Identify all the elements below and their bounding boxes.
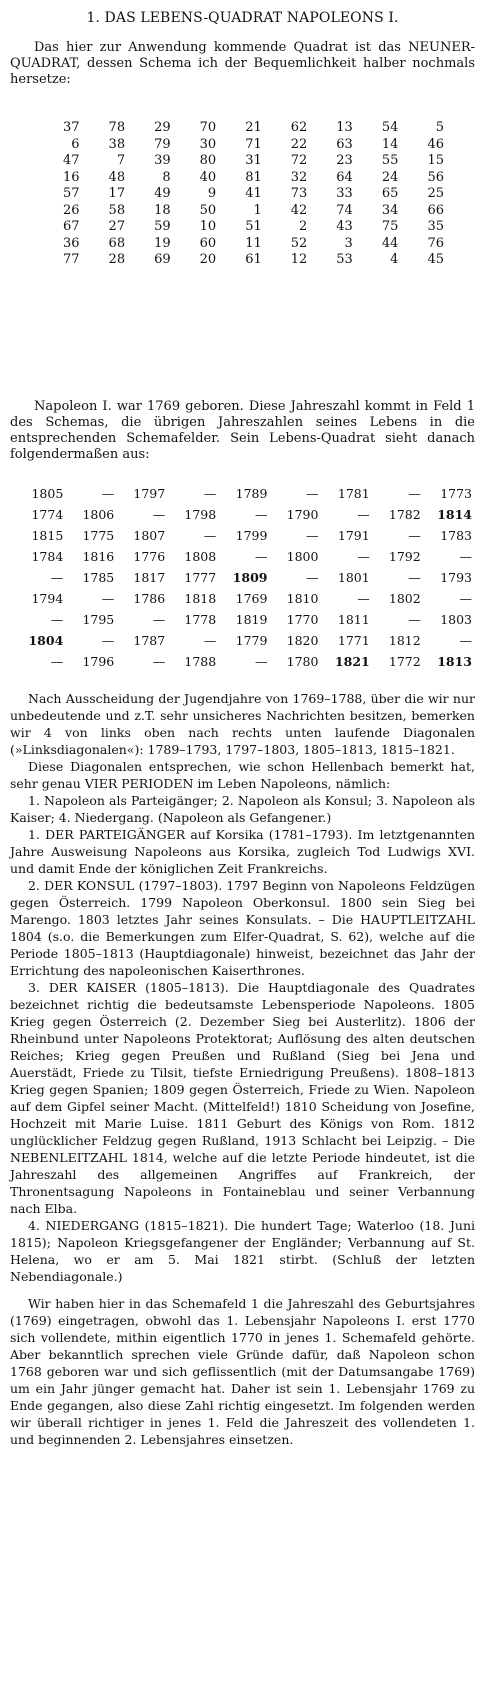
grid9-cell: 15 [427, 153, 444, 169]
life-grid-cell: — [408, 527, 421, 543]
grid9-cell: 65 [381, 186, 399, 202]
grid9-cell: 18 [154, 202, 171, 218]
grid9-row [40, 219, 450, 236]
grid9-cell: 31 [245, 153, 262, 169]
grid9-cell: 77 [63, 252, 80, 268]
life-grid-cell: 1775 [82, 527, 115, 543]
grid9-row [40, 137, 450, 154]
life-grid-cell: 1817 [133, 569, 166, 585]
life-grid-cell: 1821 [334, 653, 370, 669]
life-grid-cell: 1808 [184, 548, 217, 564]
grid9-cell: 30 [199, 136, 217, 152]
life-grid-cell: 1795 [82, 611, 115, 627]
life-grid-cell: 1777 [184, 569, 217, 585]
life-grid-row [14, 567, 474, 588]
life-grid-cell: — [101, 590, 115, 606]
life-grid-cell: — [203, 632, 217, 648]
grid9-cell: 71 [245, 136, 262, 152]
grid9-cell: 53 [336, 252, 353, 268]
lebens-quadrat-table [14, 483, 474, 672]
grid9-cell: 41 [245, 186, 262, 202]
paragraph-partisan: 1. DER PARTEIGÄNGER auf Korsika (1781–1793). Im letztgenannten Jahre Ausweisung Napoleons aus Korsika, zugleich Tod Ludwigs XVI. und damit Ende der königlichen Zeit Frankreichs. [10, 827, 475, 876]
life-grid-cell: 1782 [388, 506, 421, 522]
grid9-cell: 36 [63, 235, 80, 251]
section-title: 1. DAS LEBENS-QUADRAT NAPOLEONS I. [86, 10, 399, 26]
grid9-cell: 45 [427, 252, 444, 268]
grid9-cell: 5 [435, 120, 444, 136]
grid9-row [40, 252, 450, 269]
grid9-cell: 51 [245, 219, 262, 235]
grid9-cell: 61 [245, 252, 262, 268]
grid9-cell: 20 [199, 252, 217, 268]
grid9-cell: 69 [154, 252, 171, 268]
grid9-cell: 60 [199, 235, 217, 251]
life-grid-cell: — [305, 569, 319, 585]
life-grid-cell: 1774 [31, 506, 64, 522]
life-grid-cell: 1799 [235, 527, 268, 543]
life-grid-cell: 1793 [440, 569, 472, 585]
grid9-cell: 22 [290, 136, 308, 152]
grid9-cell: 21 [245, 120, 262, 136]
life-grid-cell: 1813 [437, 653, 472, 669]
grid9-cell: 66 [427, 202, 444, 218]
grid9-cell: 39 [154, 153, 171, 169]
life-grid-cell: 1794 [31, 590, 64, 606]
life-grid-cell: 1816 [82, 548, 115, 564]
life-grid-row [14, 651, 474, 672]
life-grid-cell: — [50, 653, 64, 669]
paragraph-decline: 4. NIEDERGANG (1815–1821). Die hundert Tage; Waterloo (18. Juni 1815); Napoleon Kriegsgefangener der Engländer; Verbannung auf St. Helena, wo er am 5. Mai 1821 stirbt. (Schluß der letzten Nebendiagonale.) [10, 1218, 475, 1284]
life-grid-cell: 1786 [133, 590, 166, 606]
grid9-cell: 4 [390, 252, 399, 268]
life-grid-cell: — [152, 611, 166, 627]
paragraph-diagonals: Nach Ausscheidung der Jugendjahre von 1769–1788, über die wir nur unbedeutende und z.T. sehr unsicheres Nachrichten besitzen, bemerken wir 4 von links oben nach rechts unten laufende Diagonalen (»Linksdiagonalen«): 1789–1793, 1797–1803, 1805–1813, 1815–1821. [10, 691, 475, 757]
life-grid-cell: — [50, 569, 64, 585]
life-grid-cell: 1788 [184, 653, 217, 669]
grid9-cell: 44 [381, 235, 399, 251]
grid9-cell: 3 [344, 235, 353, 251]
life-grid-row [14, 588, 474, 609]
life-grid-cell: — [408, 569, 421, 585]
grid9-cell: 80 [199, 153, 217, 169]
grid9-cell: 1 [253, 202, 262, 218]
life-grid-cell: 1809 [232, 569, 268, 585]
grid9-cell: 26 [63, 202, 80, 218]
paragraph-periods-list: 1. Napoleon als Parteigänger; 2. Napoleon als Konsul; 3. Napoleon als Kaiser; 4. Niedergang. (Napoleon als Gefangener.) [10, 793, 475, 825]
life-grid-cell: 1800 [286, 548, 319, 564]
life-grid-cell: 1769 [235, 590, 268, 606]
life-grid-cell: 1802 [388, 590, 421, 606]
life-grid-cell: — [305, 527, 319, 543]
grid9-cell: 24 [381, 169, 399, 185]
life-grid-cell: 1814 [437, 506, 472, 522]
life-grid-cell: 1798 [184, 506, 217, 522]
grid9-cell: 74 [336, 202, 353, 218]
life-grid-cell: — [357, 590, 370, 606]
grid9-row [40, 236, 450, 253]
grid9-cell: 32 [290, 169, 308, 185]
life-grid-cell: 1807 [133, 527, 166, 543]
grid9-cell: 75 [381, 219, 399, 235]
grid9-cell: 70 [199, 120, 217, 136]
life-grid-cell: — [152, 506, 166, 522]
paragraph-birth: Napoleon I. war 1769 geboren. Diese Jahreszahl kommt in Feld 1 des Schemas, die übrigen Jahreszahlen seines Lebens in die entsprechenden Schemafelder. Sein Lebens-Quadrat sieht danach folgendermaßen aus: [10, 399, 475, 462]
grid9-cell: 6 [71, 136, 80, 152]
life-grid-cell: 1781 [337, 485, 370, 501]
life-grid-cell: 1804 [28, 632, 64, 648]
grid9-cell: 27 [108, 219, 126, 235]
grid9-cell: 48 [108, 169, 126, 185]
life-grid-cell: — [408, 485, 421, 501]
grid9-cell: 50 [199, 202, 217, 218]
grid9-cell: 68 [108, 235, 126, 251]
grid9-cell: 54 [381, 120, 399, 136]
life-grid-cell: 1770 [286, 611, 319, 627]
grid9-cell: 16 [63, 169, 80, 185]
life-grid-cell: — [152, 653, 166, 669]
grid9-cell: 34 [381, 202, 399, 218]
grid9-cell: 29 [154, 120, 171, 136]
life-grid-cell: 1772 [388, 653, 421, 669]
grid9-cell: 67 [63, 219, 80, 235]
life-grid-cell: 1784 [31, 548, 64, 564]
grid9-cell: 8 [162, 169, 171, 185]
grid9-cell: 62 [290, 120, 308, 136]
grid9-row [40, 170, 450, 187]
life-grid-cell: 1812 [388, 632, 421, 648]
life-grid-cell: 1818 [184, 590, 217, 606]
life-grid-cell: 1792 [388, 548, 421, 564]
grid9-cell: 9 [207, 186, 217, 202]
life-grid-cell: — [101, 485, 115, 501]
grid9-cell: 11 [245, 235, 262, 251]
grid9-cell: 12 [290, 252, 308, 268]
grid9-cell: 79 [154, 136, 171, 152]
grid9-cell: 72 [290, 153, 308, 169]
life-grid-cell: — [357, 548, 370, 564]
paragraph-birth-year-note: Wir haben hier in das Schemafeld 1 die Jahreszahl des Geburtsjahres (1769) eingetragen, obwohl das 1. Lebensjahr Napoleons I. erst 1770 sich vollendete, mithin eigentlich 1770 in jenes 1. Schemafeld gehörte. Aber bekanntlich sprechen viele Gründe dafür, daß Napoleon schon 1768 geboren war und sich geflissentlich (mit der Datumsangabe 1769) um ein Jahr jünger gemacht hat. Daher ist sein 1. Lebensjahr 1769 zu Ende gegangen, also diese Zahl richtig eingesetzt. Im folgenden werden wir überall richtiger in jenes 1. Feld die Jahreszeit des vollendeten 1. und beginnenden 2. Lebensjahres einsetzen. [10, 1296, 475, 1447]
grid9-cell: 23 [336, 153, 353, 169]
grid9-cell: 64 [336, 169, 353, 185]
grid9-cell: 46 [427, 136, 444, 152]
life-grid-row [14, 483, 474, 504]
grid9-cell: 78 [108, 120, 126, 136]
life-grid-cell: 1789 [235, 485, 268, 501]
life-grid-cell: 1806 [82, 506, 115, 522]
intro-paragraph: Das hier zur Anwendung kommende Quadrat ist das NEUNER-QUADRAT, dessen Schema ich der Bequemlichkeit halber nochmals hersetze: [10, 40, 475, 87]
life-grid-cell: 1778 [184, 611, 217, 627]
grid9-cell: 76 [427, 235, 444, 251]
grid9-cell: 35 [427, 219, 444, 235]
grid9-cell: 43 [336, 219, 353, 235]
life-grid-cell: — [459, 632, 472, 648]
life-grid-cell: — [254, 548, 268, 564]
grid9-cell: 28 [108, 252, 126, 268]
life-grid-cell: 1783 [440, 527, 472, 543]
grid9-cell: 81 [245, 169, 262, 185]
life-grid-cell: — [408, 611, 421, 627]
life-grid-cell: — [203, 485, 217, 501]
life-grid-cell: 1803 [440, 611, 472, 627]
life-grid-cell: 1776 [133, 548, 166, 564]
life-grid-cell: — [254, 653, 268, 669]
life-grid-cell: 1805 [31, 485, 64, 501]
life-grid-cell: 1819 [235, 611, 268, 627]
grid9-cell: 59 [154, 219, 171, 235]
grid9-row [40, 203, 450, 220]
life-grid-cell: 1779 [235, 632, 268, 648]
paragraph-emperor: 3. DER KAISER (1805–1813). Die Hauptdiagonale des Quadrates bezeichnet richtig die bedeutsamste Lebensperiode Napoleons. 1805 Krieg gegen Österreich (2. Dezember Sieg bei Austerlitz). 1806 der Rheinbund unter Napoleons Protektorat; Auflösung des alten deutschen Reiches; Krieg gegen Preußen und Rußland (Sieg bei Jena und Auerstädt, Friede zu Tilsit, tiefste Erniedrigung Preußens). 1808–1813 Krieg gegen Spanien; 1809 gegen Österreich, Friede zu Wien. Napoleon auf dem Gipfel seiner Macht. (Mittelfeld!) 1810 Scheidung von Josefine, Hochzeit mit Marie Luise. 1811 Geburt des Königs von Rom. 1812 unglücklicher Feldzug gegen Rußland, 1913 Schlacht bei Leipzig. – Die NEBENLEITZAHL 1814, welche auf die letzte Periode hindeutet, ist die Jahreszahl des allgemeinen Angriffes auf Frankreich, der Thronentsagung Napoleons in Fontaineblau und seiner Verbannung nach Elba. [10, 980, 475, 1216]
grid9-cell: 19 [154, 235, 171, 251]
grid9-cell: 52 [290, 235, 308, 251]
grid9-cell: 33 [336, 186, 353, 202]
grid9-cell: 37 [63, 120, 80, 136]
neuner-quadrat-table [40, 120, 450, 269]
grid9-cell: 58 [108, 202, 126, 218]
life-grid-cell: 1780 [286, 653, 319, 669]
life-grid-cell: — [459, 548, 472, 564]
life-grid-cell: 1797 [133, 485, 166, 501]
life-grid-cell: 1815 [31, 527, 64, 543]
grid9-cell: 38 [108, 136, 126, 152]
life-grid-cell: — [254, 506, 268, 522]
grid9-cell: 63 [336, 136, 353, 152]
life-grid-cell: 1785 [82, 569, 115, 585]
life-grid-row [14, 504, 474, 525]
grid9-cell: 73 [290, 186, 308, 202]
life-grid-cell: 1796 [82, 653, 115, 669]
life-grid-row [14, 630, 474, 651]
life-grid-cell: — [101, 632, 115, 648]
life-grid-cell: 1790 [286, 506, 319, 522]
grid9-row [40, 120, 450, 137]
life-grid-cell: 1787 [133, 632, 166, 648]
paragraph-consul: 2. DER KONSUL (1797–1803). 1797 Beginn von Napoleons Feldzügen gegen Österreich. 1799 Napoleon Oberkonsul. 1800 sein Sieg bei Marengo. 1803 letztes Jahr seines Konsulats. – Die HAUPTLEITZAHL 1804 (s.o. die Bemerkungen zum Elfer-Quadrat, S. 62), welche auf die Periode 1805–1813 (Hauptdiagonale) hinweist, bezeichnet das Jahr der Errichtung des napoleonischen Kaiserthrones. [10, 878, 475, 978]
life-grid-cell: 1820 [286, 632, 319, 648]
life-grid-cell: — [357, 506, 370, 522]
life-grid-cell: 1771 [337, 632, 370, 648]
grid9-cell: 47 [63, 153, 80, 169]
grid9-cell: 49 [154, 186, 171, 202]
life-grid-cell: 1810 [286, 590, 319, 606]
life-grid-row [14, 525, 474, 546]
grid9-row [40, 153, 450, 170]
grid9-cell: 14 [381, 136, 399, 152]
life-grid-row [14, 546, 474, 567]
grid9-cell: 2 [299, 219, 308, 235]
life-grid-row [14, 609, 474, 630]
life-grid-cell: 1773 [440, 485, 472, 501]
grid9-cell: 55 [381, 153, 399, 169]
life-grid-cell: — [50, 611, 64, 627]
grid9-cell: 10 [199, 219, 217, 235]
life-grid-cell: 1811 [337, 611, 370, 627]
grid9-cell: 42 [290, 202, 308, 218]
grid9-row [40, 186, 450, 203]
grid9-cell: 25 [427, 186, 444, 202]
grid9-cell: 56 [427, 169, 444, 185]
grid9-cell: 57 [63, 186, 80, 202]
grid9-cell: 17 [108, 186, 126, 202]
grid9-cell: 13 [336, 120, 353, 136]
paragraph-periods-intro: Diese Diagonalen entsprechen, wie schon Hellenbach bemerkt hat, sehr genau VIER PERIODEN im Leben Napoleons, nämlich: [10, 759, 475, 791]
grid9-cell: 7 [116, 153, 126, 169]
life-grid-cell: 1791 [337, 527, 370, 543]
life-grid-cell: — [305, 485, 319, 501]
life-grid-cell: — [459, 590, 472, 606]
grid9-cell: 40 [199, 169, 217, 185]
life-grid-cell: 1801 [337, 569, 370, 585]
life-grid-cell: — [203, 527, 217, 543]
commentary-block [10, 690, 475, 1448]
